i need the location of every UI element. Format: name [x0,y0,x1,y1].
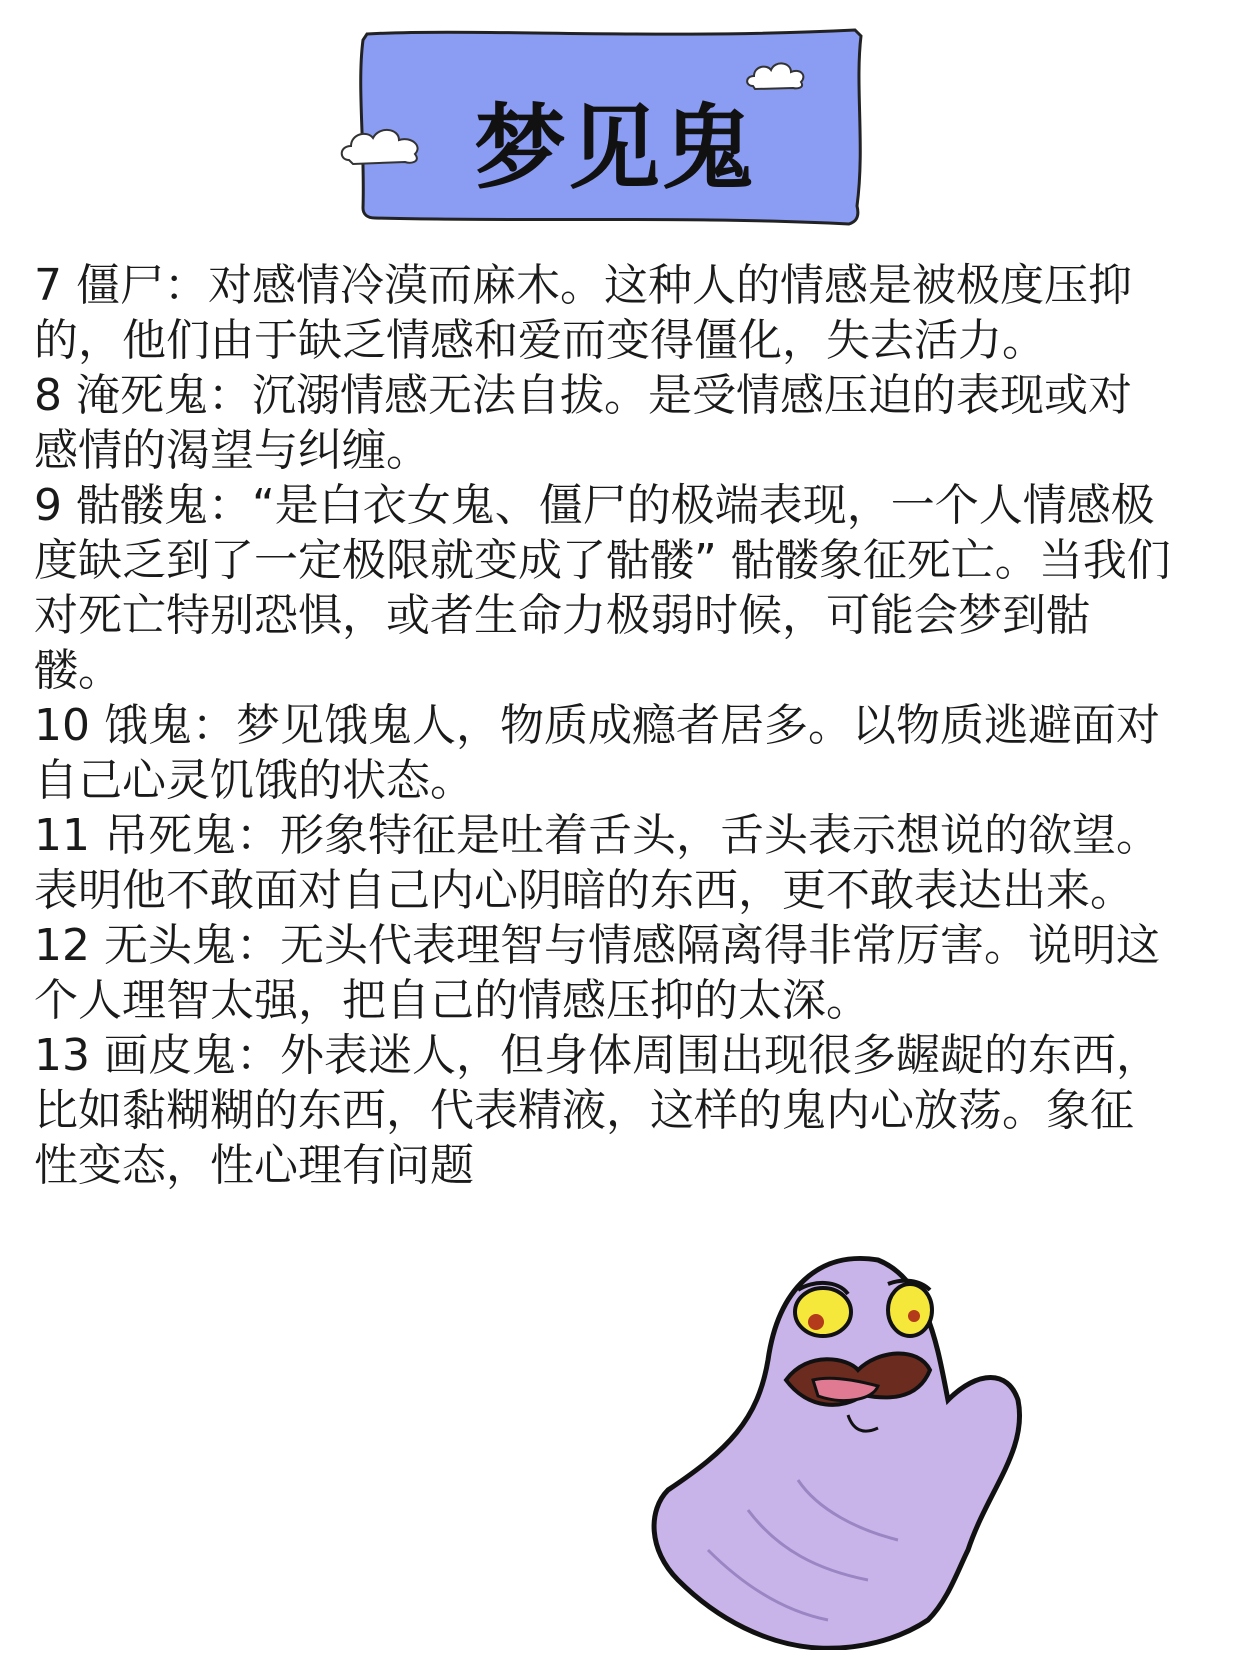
cloud-icon [745,58,809,92]
entry-heading: 10 饿鬼： [34,700,236,751]
entry-heading: 13 画皮鬼： [34,1030,280,1081]
entry-text: 形象特征是吐着舌头，舌头表示想说的欲望。表明他不敢面对自己内心阴暗的东西，更不敢表达出来。 [34,810,1160,916]
entry-8 [34,368,1174,478]
entry-text: 对感情冷漠而麻木。这种人的情感是被极度压抑的，他们由于缺乏情感和爱而变得僵化，失去活力。 [34,260,1132,366]
entry-heading: 9 骷髅鬼： [34,480,252,531]
content-body [34,258,1174,1193]
ghost-illustration [648,1250,1028,1650]
title-banner [355,26,875,236]
entry-heading: 7 僵尸： [34,260,208,311]
entry-9 [34,478,1174,698]
entry-11 [34,808,1174,918]
entry-heading: 8 淹死鬼： [34,370,252,421]
entry-13 [34,1028,1174,1193]
entry-text: 外表迷人，但身体周围出现很多龌龊的东西，比如黏糊糊的东西，代表精液，这样的鬼内心放荡。象征性变态，性心理有问题 [34,1030,1160,1191]
page-title: 梦见鬼 [473,94,756,202]
entry-text: 梦见饿鬼人，物质成瘾者居多。以物质逃避面对自己心灵饥饿的状态。 [34,700,1160,806]
entry-10 [34,698,1174,808]
entry-7 [34,258,1174,368]
entry-text: “是白衣女鬼、僵尸的极端表现，一个人情感极度缺乏到了一定极限就变成了骷髅” 骷髅象征死亡。当我们对死亡特别恐惧，或者生命力极弱时候，可能会梦到骷髅。 [34,480,1171,696]
entry-12 [34,918,1174,1028]
entry-heading: 11 吊死鬼： [34,810,280,861]
entry-text: 沉溺情感无法自拔。是受情感压迫的表现或对感情的渴望与纠缠。 [34,370,1132,476]
entry-heading: 12 无头鬼： [34,920,280,971]
entry-text: 无头代表理智与情感隔离得非常厉害。说明这个人理智太强，把自己的情感压抑的太深。 [34,920,1160,1026]
